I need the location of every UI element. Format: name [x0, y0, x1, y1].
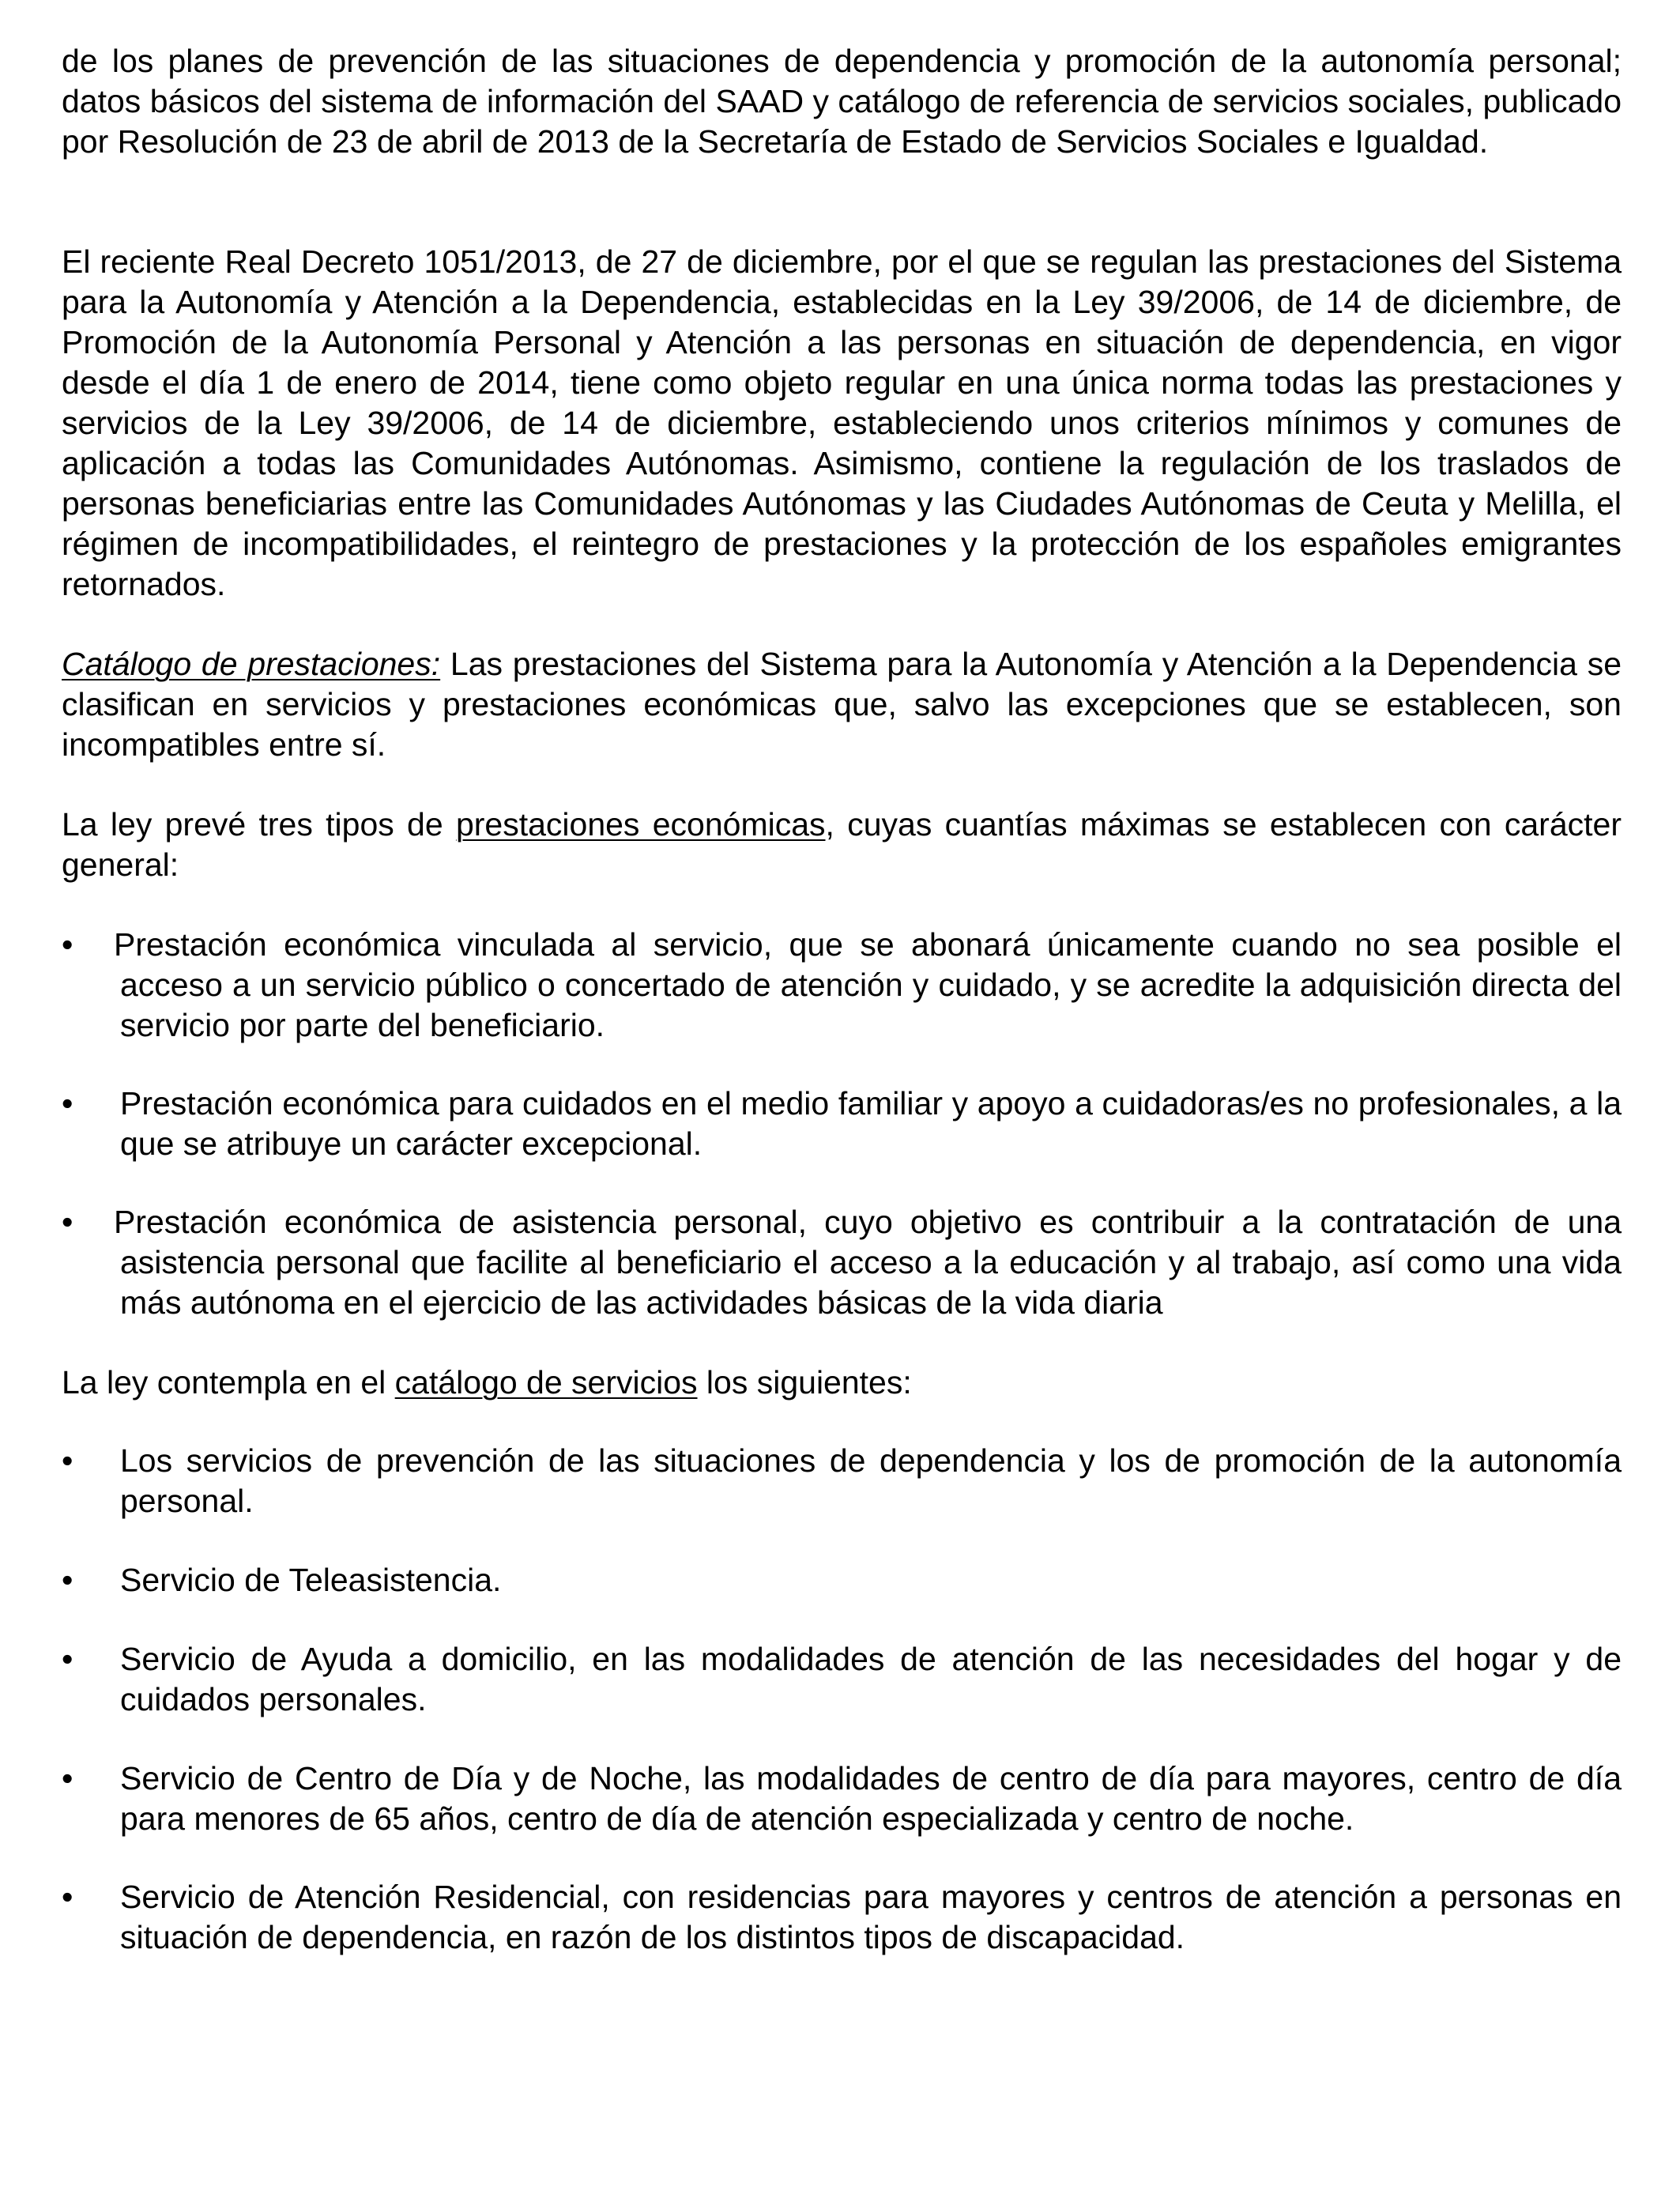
- bullet-icon: •: [62, 1641, 73, 1677]
- economic-list-item: [62, 1084, 1622, 1164]
- bullet-icon: •: [62, 1442, 73, 1479]
- paragraph-intro: de los planes de prevención de las situaciones de dependencia y promoción de la autonomía personal; datos básicos del sistema de información del SAAD y catálogo de referencia de servicios sociales, publicado por Resolución de 23 de abril de 2013 de la Secretaría de Estado de Servicios Sociales e Igualdad.: [62, 43, 1622, 160]
- paragraph-catalogo-servicios: [62, 1363, 1622, 1403]
- servicios-intro-rest: los siguientes:: [697, 1364, 912, 1400]
- service-list-item: [62, 1759, 1622, 1839]
- catalogo-prestaciones-heading: Catálogo de prestaciones:: [62, 646, 441, 682]
- economic-list-item: [62, 1202, 1622, 1323]
- service-list-item: [62, 1639, 1622, 1720]
- prestaciones-economicas-link: prestaciones económicas: [455, 806, 826, 843]
- catalogo-servicios-link: catálogo de servicios: [394, 1364, 698, 1400]
- service-item-text: Servicio de Ayuda a domicilio, en las modalidades de atención de las necesidades del hogar y de cuidados personales.: [120, 1641, 1622, 1717]
- bullet-icon: •: [62, 1879, 73, 1915]
- service-list-item: [62, 1441, 1622, 1521]
- bullet-icon: •: [62, 926, 73, 963]
- economic-item-text: Prestación económica vinculada al servicio, que se abonará únicamente cuando no sea posible el acceso a un servicio público o concertado de atención y cuidado, y se acredite la adquisición directa del servicio por parte del beneficiario.: [114, 926, 1622, 1043]
- paragraph-real-decreto: El reciente Real Decreto 1051/2013, de 27 de diciembre, por el que se regulan las prestaciones del Sistema para la Autonomía y Atención a la Dependencia, establecidas en la Ley 39/2006, de 14 de diciembre, de Promoción de la Autonomía Personal y Atención a las personas en situación de dependencia, en vigor desde el día 1 de enero de 2014, tiene como objeto regular en una única norma todas las prestaciones y servicios de la Ley 39/2006, de 14 de diciembre, estableciendo unos criterios mínimos y comunes de aplicación a todas las Comunidades Autónomas. Asimismo, contiene la regulación de los traslados de personas beneficiarias entre las Comunidades Autónomas y las Ciudades Autónomas de Ceuta y Melilla, el régimen de incompatibilidades, el reintegro de prestaciones y la protección de los españoles emigrantes retornados.: [62, 243, 1622, 602]
- paragraph-prestaciones-economicas: [62, 805, 1622, 885]
- service-list-item: [62, 1560, 1622, 1600]
- prestaciones-intro-text: La ley prevé tres tipos de: [62, 806, 456, 843]
- bullet-icon: •: [62, 1760, 73, 1796]
- economic-list-item: [62, 925, 1622, 1046]
- paragraph-catalogo-prestaciones: [62, 644, 1622, 765]
- service-list-item: [62, 1877, 1622, 1958]
- service-item-text: Servicio de Centro de Día y de Noche, las modalidades de centro de día para mayores, centro de día para menores de 65 años, centro de día de atención especializada y centro de noche.: [120, 1760, 1622, 1837]
- servicios-intro-text: La ley contempla en el: [62, 1364, 395, 1400]
- service-item-text: Servicio de Atención Residencial, con residencias para mayores y centros de atención a personas en situación de dependencia, en razón de los distintos tipos de discapacidad.: [120, 1879, 1622, 1955]
- service-item-text: Servicio de Teleasistencia.: [120, 1562, 502, 1598]
- service-item-text: Los servicios de prevención de las situaciones de dependencia y los de promoción de la autonomía personal.: [120, 1442, 1622, 1519]
- economic-item-text: Prestación económica para cuidados en el medio familiar y apoyo a cuidadoras/es no profesionales, a la que se atribuye un carácter excepcional.: [120, 1085, 1622, 1162]
- bullet-icon: •: [62, 1085, 73, 1122]
- bullet-icon: •: [62, 1562, 73, 1598]
- economic-item-text: Prestación económica de asistencia personal, cuyo objetivo es contribuir a la contratación de una asistencia personal que facilite al beneficiario el acceso a la educación y al trabajo, así como una vida más autónoma en el ejercicio de las actividades básicas de la vida diaria: [114, 1204, 1622, 1321]
- catalogo-prestaciones-body: Las prestaciones del Sistema para la Autonomía y Atención a la Dependencia se clasifican en servicios y prestaciones económicas que, salvo las excepciones que se establecen, son incompatibles entre sí.: [62, 646, 1622, 763]
- bullet-icon: •: [62, 1204, 73, 1240]
- prestaciones-intro-rest: , cuyas cuantías máximas se establecen con carácter general:: [62, 806, 1622, 883]
